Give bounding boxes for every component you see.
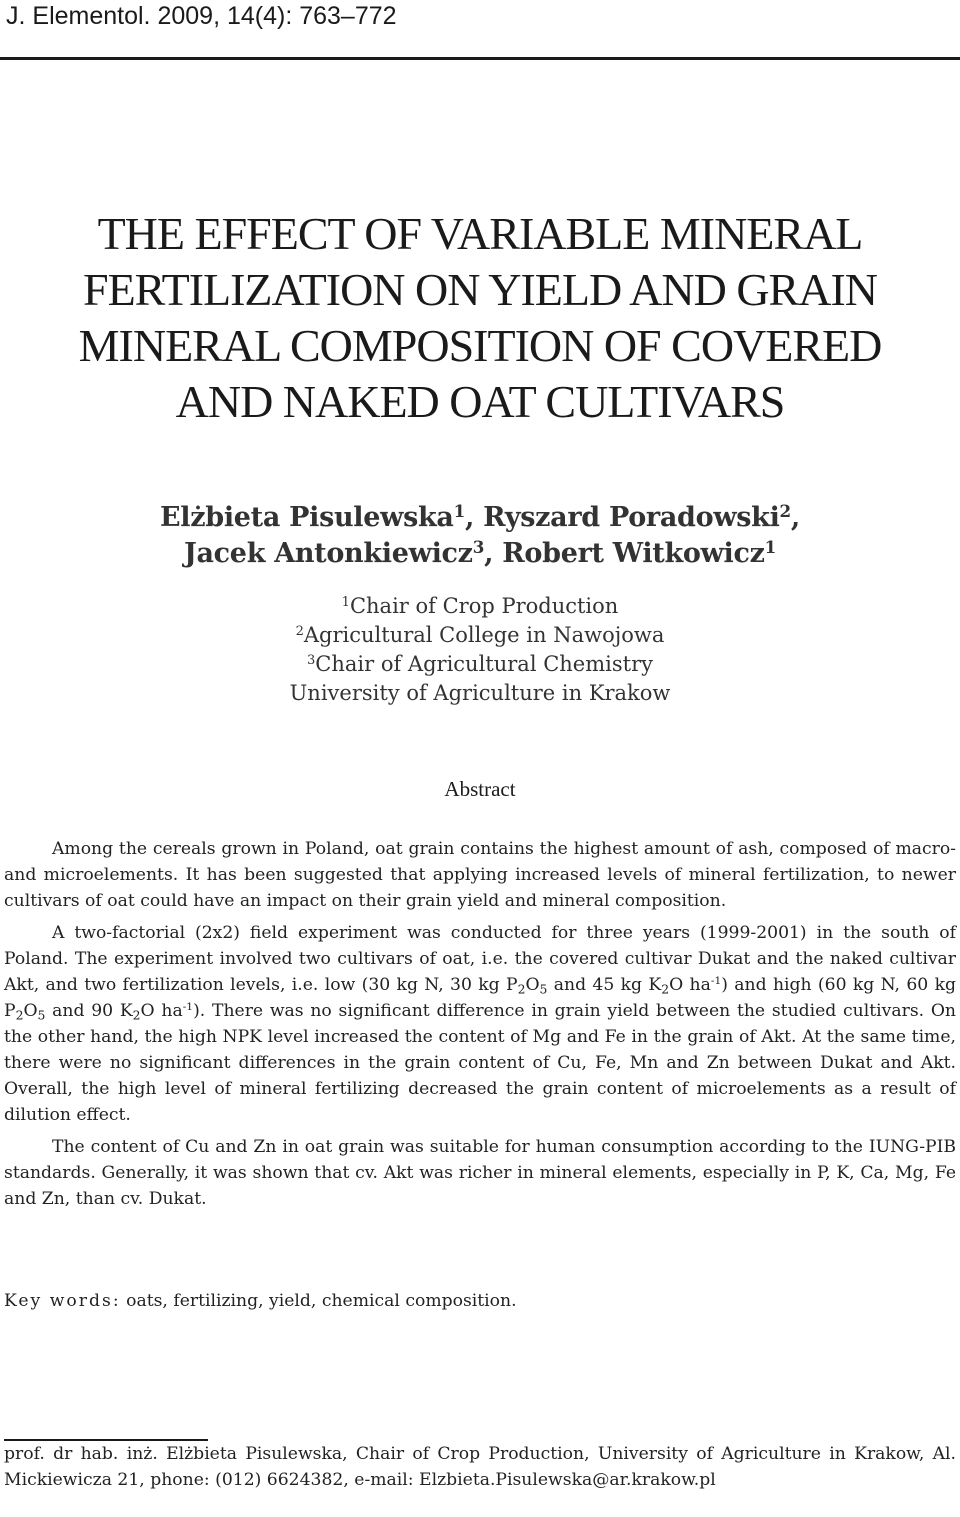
- header-rule: [0, 57, 960, 60]
- affiliation-text: Chair of Crop Production: [349, 594, 619, 618]
- title-line: THE EFFECT OF VARIABLE MINERAL: [97, 208, 863, 259]
- paper-title: [0, 206, 960, 430]
- affiliation: [0, 679, 960, 708]
- affiliation-mark: 3: [307, 652, 316, 668]
- journal-reference: J. Elementol. 2009, 14(4): 763–772: [6, 2, 397, 30]
- abstract-paragraph: A two-factorial (2x2) field experiment was conducted for three years (1999-2001) in the south of Poland. The experiment involved two cultivars of oat, i.e. the covered cultivar Dukat and the naked cultivar Akt, and two fertilization levels, i.e. low (30 kg N, 30 kg $P_2O_5$ and 45 kg $K_2O$ $ha^{-1}$) and high (60 kg N, 60 kg $P_2O_5$ and 90 $K_2O$ $ha^{-1}$). There was no significant difference in grain yield between the studied cultivars. On the other hand, the high NPK level increased the content of Mg and Fe in the grain of Akt. At the same time, there were no significant differences in the grain content of Cu, Fe, Mn and Zn between Dukat and Akt. Overall, the high level of mineral fertilizing decreased the grain content of microelements as a result of dilution effect.: [4, 923, 956, 1125]
- author-affiliation-mark: 3: [472, 536, 485, 557]
- keywords-text: oats, fertilizing, yield, chemical composition.: [126, 1291, 517, 1311]
- affiliation-mark: 2: [295, 623, 304, 639]
- title-line: AND NAKED OAT CULTIVARS: [175, 376, 785, 427]
- affiliation-text: Chair of Agricultural Chemistry: [315, 652, 653, 676]
- author-list: [0, 500, 960, 572]
- author-affiliation-mark: 2: [779, 500, 791, 521]
- title-line: MINERAL COMPOSITION OF COVERED: [78, 320, 882, 371]
- affiliation-list: [0, 592, 960, 708]
- author-line: Jacek Antonkiewicz$^3$, Robert Witkowicz$^1$: [184, 536, 776, 569]
- affiliation-mark: 1: [341, 594, 350, 610]
- abstract-heading: Abstract: [444, 777, 516, 801]
- affiliation-text: University of Agriculture in Krakow: [289, 681, 671, 705]
- author-name: Jacek Antonkiewicz: [184, 538, 473, 569]
- abstract-paragraph: Among the cereals grown in Poland, oat grain contains the highest amount of ash, composed of macro- and microelements. It has been suggested that applying increased levels of mineral fertilization, to newer cultivars of oat could have an impact on their grain yield and mineral composition.: [4, 839, 956, 911]
- keywords-label: Key words:: [4, 1291, 121, 1311]
- corresponding-author-footnote: prof. dr hab. inż. Elżbieta Pisulewska, Chair of Crop Production, University of Agriculture in Krakow, Al. Mickiewicza 21, phone: (012) 6624382, e-mail: Elzbieta.Pisulewska@ar.krakow.pl: [4, 1444, 956, 1490]
- author-name: Elżbieta Pisulewska: [159, 502, 454, 533]
- author-name: Ryszard Poradowski: [483, 502, 780, 533]
- keywords: [4, 1288, 956, 1314]
- author-affiliation-mark: 1: [764, 536, 776, 557]
- title-line: FERTILIZATION ON YIELD AND GRAIN: [83, 264, 877, 315]
- affiliation: [0, 592, 960, 621]
- author-affiliation-mark: 1: [453, 500, 465, 521]
- author-name: Robert Witkowicz: [502, 538, 765, 569]
- author-line: Elżbieta Pisulewska$^1$, Ryszard Poradowski$^2$,: [159, 500, 801, 533]
- affiliation-text: Agricultural College in Nawojowa: [303, 623, 665, 647]
- affiliation: [0, 650, 960, 679]
- abstract-body: [4, 836, 956, 1212]
- abstract-paragraph: The content of Cu and Zn in oat grain was suitable for human consumption according to the IUNG-PIB standards. Generally, it was shown that cv. Akt was richer in mineral elements, especially in P, K, Ca, Mg, Fe and Zn, than cv. Dukat.: [4, 1137, 956, 1209]
- affiliation: [0, 621, 960, 650]
